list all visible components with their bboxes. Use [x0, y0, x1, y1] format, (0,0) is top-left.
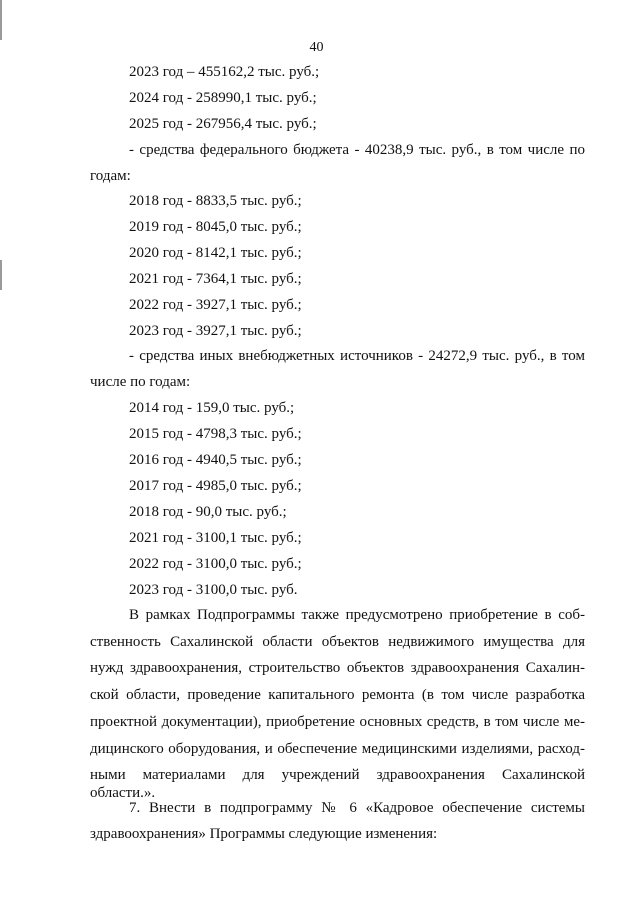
paragraph-line: ственность Сахалинской области объектов недвижимого имущества для: [90, 634, 585, 650]
paragraph-line: проектной документации), приобретение основных средств, в том числе ме-: [90, 714, 585, 730]
paragraph-line: В рамках Подпрограммы также предусмотрено приобретение в соб-: [129, 607, 585, 623]
funding-line: 2023 год - 3927,1 тыс. руб.;: [129, 323, 302, 339]
funding-line: 2018 год - 90,0 тыс. руб.;: [129, 504, 287, 520]
funding-line: 2023 год – 455162,2 тыс. руб.;: [129, 64, 320, 80]
funding-line: 2016 год - 4940,5 тыс. руб.;: [129, 452, 302, 468]
paragraph-line: нужд здравоохранения, строительство объектов здравоохранения Сахалин-: [90, 660, 585, 676]
extra-budget-heading-cont: числе по годам:: [90, 374, 191, 390]
funding-line: 2014 год - 159,0 тыс. руб.;: [129, 400, 295, 416]
page-number: 40: [309, 40, 324, 55]
paragraph-line: дицинского оборудования, и обеспечение медицинскими изделиями, расход-: [90, 741, 585, 757]
federal-budget-heading: - средства федерального бюджета - 40238,9 тыс. руб., в том числе по: [129, 142, 585, 158]
funding-line: 2021 год - 3100,1 тыс. руб.;: [129, 530, 302, 546]
funding-line: 2024 год - 258990,1 тыс. руб.;: [129, 90, 317, 106]
extra-budget-heading: - средства иных внебюджетных источников - 24272,9 тыс. руб., в том: [129, 348, 585, 364]
scan-edge-mark: [0, 260, 2, 290]
funding-line: 2020 год - 8142,1 тыс. руб.;: [129, 245, 302, 261]
item-7-heading-cont: здравоохранения» Программы следующие изменения:: [90, 826, 438, 842]
funding-line: 2017 год - 4985,0 тыс. руб.;: [129, 478, 302, 494]
funding-line: 2022 год - 3927,1 тыс. руб.;: [129, 297, 302, 313]
paragraph-line: ными материалами для учреждений здравоохранения Сахалинской области.».: [90, 767, 585, 801]
funding-line: 2021 год - 7364,1 тыс. руб.;: [129, 271, 302, 287]
paragraph-line: ской области, проведение капитального ремонта (в том числе разработка: [90, 687, 585, 703]
funding-line: 2019 год - 8045,0 тыс. руб.;: [129, 219, 302, 235]
item-7-heading: 7. Внести в подпрограмму № 6 «Кадровое обеспечение системы: [129, 800, 585, 816]
federal-budget-heading-cont: годам:: [90, 168, 131, 184]
funding-line: 2025 год - 267956,4 тыс. руб.;: [129, 116, 317, 132]
funding-line: 2023 год - 3100,0 тыс. руб.: [129, 582, 298, 598]
funding-line: 2018 год - 8833,5 тыс. руб.;: [129, 193, 302, 209]
funding-line: 2015 год - 4798,3 тыс. руб.;: [129, 426, 302, 442]
funding-line: 2022 год - 3100,0 тыс. руб.;: [129, 556, 302, 572]
scan-edge-mark: [0, 0, 2, 40]
